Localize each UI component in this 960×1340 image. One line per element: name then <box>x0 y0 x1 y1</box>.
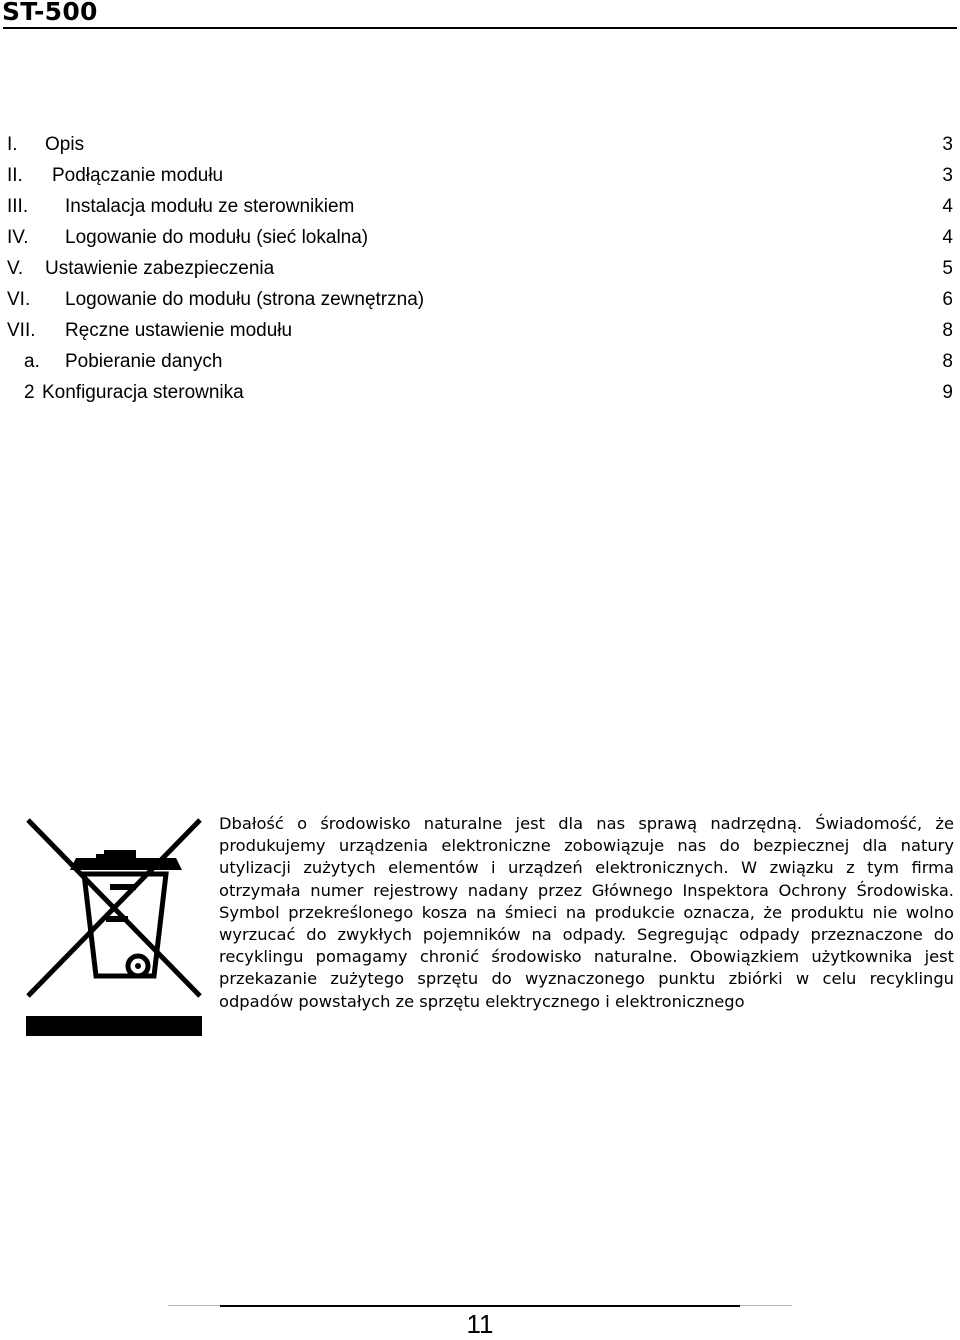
toc-entry-page: 8 <box>942 351 953 372</box>
footer-rule-accent <box>220 1305 740 1307</box>
toc-entry-label: Konfiguracja sterownika <box>42 382 244 403</box>
toc-entry-page: 5 <box>942 258 953 279</box>
toc-entry[interactable] <box>0 161 960 191</box>
toc-entry-number: a. <box>24 351 40 372</box>
page-header <box>0 0 960 30</box>
toc-entry-label: Logowanie do modułu (strona zewnętrzna) <box>65 289 425 310</box>
toc-entry-page: 8 <box>942 320 953 341</box>
toc-entry-page: 4 <box>942 227 953 248</box>
page-number: 11 <box>466 1309 494 1339</box>
toc-entry-number: III. <box>7 196 29 217</box>
toc-entry[interactable] <box>0 347 960 377</box>
toc-entry-page: 3 <box>942 165 953 186</box>
toc-entry-label: Ręczne ustawienie modułu <box>65 320 293 341</box>
header-rule <box>3 27 957 29</box>
document-title: ST-500 <box>2 0 98 26</box>
toc-entry-page: 3 <box>942 134 953 155</box>
toc-entry-label: Pobieranie danych <box>65 351 223 372</box>
toc-entry[interactable] <box>0 130 960 160</box>
toc-entry-label: Logowanie do modułu (sieć lokalna) <box>65 227 369 248</box>
toc-entry-label: Podłączanie modułu <box>52 165 224 186</box>
toc-entry[interactable] <box>0 254 960 284</box>
toc-entry-label: Instalacja modułu ze sterownikiem <box>65 196 355 217</box>
toc-entry[interactable] <box>0 192 960 222</box>
toc-entry[interactable] <box>0 223 960 253</box>
toc-entry-number: 2 <box>24 382 35 403</box>
toc-entry[interactable] <box>0 316 960 346</box>
toc-entry-number: VII. <box>7 320 36 341</box>
toc-entry-label: Ustawienie zabezpieczenia <box>45 258 275 279</box>
toc-entry-page: 6 <box>942 289 953 310</box>
toc-entry-label: Opis <box>45 134 85 155</box>
toc-entry[interactable] <box>0 378 960 408</box>
toc-entry-number: I. <box>7 134 18 155</box>
crossed-out-wheelie-bin-icon <box>26 818 204 1036</box>
toc-entry-number: VI. <box>7 289 31 310</box>
toc-entry-number: II. <box>7 165 23 186</box>
toc-entry-page: 9 <box>942 382 953 403</box>
toc-entry[interactable] <box>0 285 960 315</box>
environmental-notice: Dbałość o środowisko naturalne jest dla nas sprawą nadrzędną. Świadomość, że produkujemy urządzenia elektroniczne zobowiązuje nas do bezpiecznej dla natury utylizacji zużytych elementów i urządzeń elektronicznych. W związku z tym firma otrzymała numer rejestrowy nadany przez Głównego Inspektora Ochrony Środowiska. Symbol przekreślonego kosza na śmieci na produkcie oznacza, że produktu nie wolno wyrzucać do zwykłych pojemników na odpady. Segregując odpady przeznaczone do recyklingu pomagamy chronić środowisko naturalne. Obowiązkiem użytkownika jest przekazanie zużytego sprzętu do wyznaczonego punktu zbiórki w celu recyklingu odpadów powstałych ze sprzętu elektrycznego i elektronicznego <box>219 814 954 1011</box>
toc-entry-page: 4 <box>942 196 953 217</box>
toc-entry-number: V. <box>7 258 24 279</box>
toc-entry-number: IV. <box>7 227 29 248</box>
